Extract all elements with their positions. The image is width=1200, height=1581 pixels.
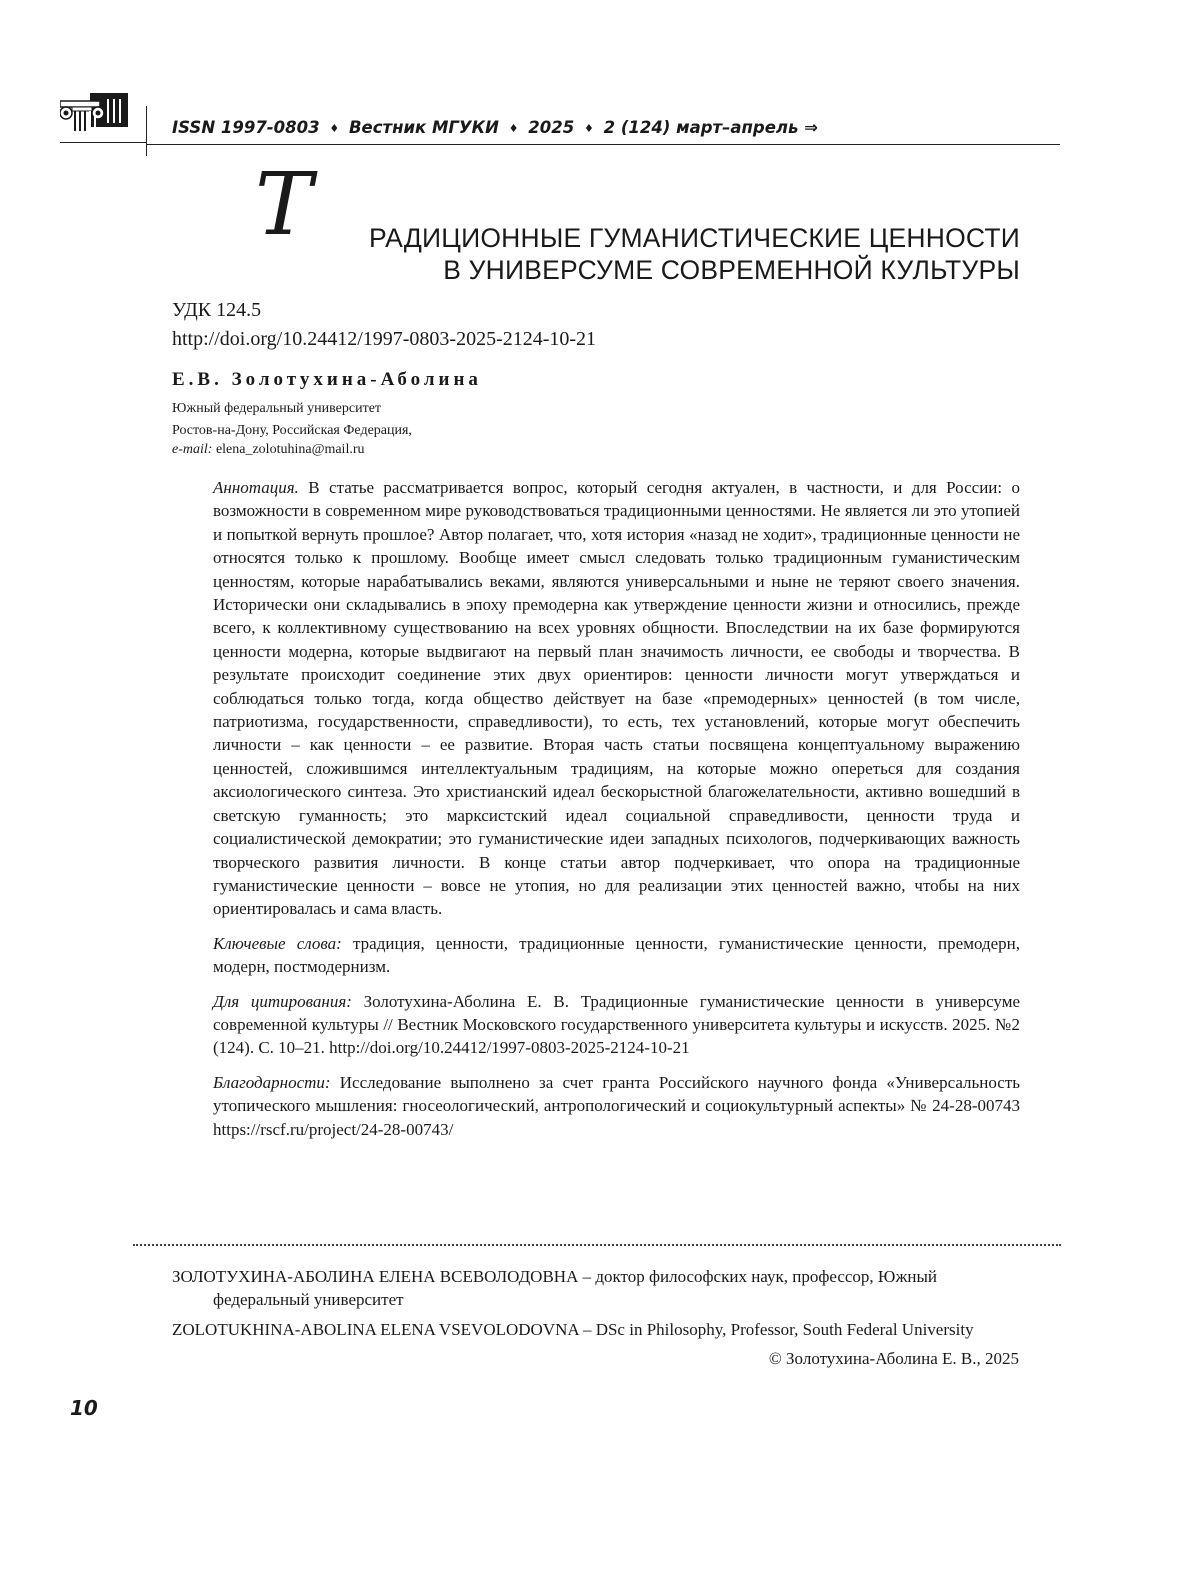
author-bio-ru-line2: федеральный университет — [213, 1290, 404, 1309]
title-line-2: В УНИВЕРСУМЕ СОВРЕМЕННОЙ КУЛЬТУРЫ — [443, 255, 1020, 285]
header-separator: ♦ — [329, 122, 340, 135]
header-year: 2025 — [528, 118, 575, 137]
citation-text: Золотухина-Аболина Е. В. Традиционные гуманистические ценности в универсуме современной культуры // Вестник Московского государственного университета культуры и искусств. 2025. №2 (124). С. 10–21. http://doi.org/10.24412/1997-0803-2025-2124-10-21 — [213, 991, 1021, 1058]
article-title — [255, 155, 1020, 285]
running-header — [172, 118, 818, 137]
author-email-line — [172, 442, 365, 458]
udk-code: УДК 124.5 — [172, 299, 262, 321]
journal-logo-icon — [60, 93, 128, 137]
keywords-label: Ключевые слова: — [213, 933, 342, 953]
author-bio-ru — [172, 1265, 1020, 1311]
header-separator: ♦ — [508, 122, 519, 135]
header-issue: 2 (124) март–апрель ⇒ — [603, 118, 818, 137]
author-affiliation: Южный федеральный университет — [172, 401, 382, 416]
doi-link[interactable]: http://doi.org/10.24412/1997-0803-2025-2124-10-21 — [172, 328, 597, 350]
copyright-notice: © Золотухина-Аболина Е. В., 2025 — [768, 1349, 1019, 1368]
author-location: Ростов-на-Дону, Российская Федерация, — [172, 423, 412, 438]
citation-paragraph — [213, 990, 1020, 1060]
abstract-text: В статье рассматривается вопрос, который сегодня актуален, в частности, и для России: о возможности в современном мире руководствоваться традиционными ценностями. Не является ли это утопией и попыткой вернуть прошлое? Автор полагает, что, хотя история «назад не ходит», традиционные ценности не относятся только к прошлому. Вообще имеет смысл следовать только традиционным гуманистическим ценностям, которые нарабатывались веками, являются универсальными и ныне не теряют своего значения. Исторически они складывались в эпоху премодерна как утверждение ценности жизни и относились, прежде всего, к коллективному существованию на всех уровнях общности. Впоследствии на их базе формируются ценности модерна, которые выдвигают на первый план значимость личности, ее свободы и творчества. В результате происходит соединение этих двух ориентиров: ценности личности могут утверждаться и соблюдаться только тогда, когда общество действует на базе «премодерных» ценностей (в том числе, патриотизма, государственности, справедливости), то есть, тех установлений, которые могут обеспечить личности – как ценности – ее развитие. Вторая часть статьи посвящена концептуальному выражению ценностей, сложившимся интеллектуальным традициям, на которые можно опереться для создания аксиологического синтеза. Это христианский идеал бескорыстной благожелательности, активно вошедший в светскую гуманность; это марксистский идеал социальной справедливости, ценности труда и социалистической демократии; это гуманистические идеи западных психологов, подчеркивающих важность творческого развития личности. В конце статьи автор подчеркивает, что опора на традиционные гуманистические ценности – вовсе не утопия, но для реализации этих ценностей важно, чтобы на них ориентировалась и сама власть. — [213, 478, 1020, 919]
citation-label: Для цитирования: — [213, 991, 352, 1011]
acknowledgements-text: Исследование выполнено за счет гранта Российского научного фонда «Универсальность утопического мышления: гносеологический, антропологический и социокультурный аспекты» № 24-28-00743 https://rscf.ru/project/24-28-00743/ — [213, 1072, 1021, 1139]
abstract-section — [213, 476, 1020, 1152]
author-bio-en: ZOLOTUKHINA-ABOLINA ELENA VSEVOLODOVNA – DSc in Philosophy, Professor, South Federal University — [172, 1320, 974, 1339]
footnote-divider — [133, 1244, 1061, 1246]
header-vertical-rule — [146, 106, 147, 156]
header-issn: ISSN 1997-0803 — [172, 118, 320, 137]
title-line-1: РАДИЦИОННЫЕ ГУМАНИСТИЧЕСКИЕ ЦЕННОСТИ — [369, 223, 1020, 253]
page-number: 10 — [70, 1396, 98, 1420]
header-journal: Вестник МГУКИ — [348, 118, 499, 137]
acknowledgements-label: Благодарности: — [213, 1072, 331, 1092]
title-dropcap: Т — [255, 155, 307, 255]
header-rule-short — [60, 142, 146, 143]
acknowledgements-paragraph — [213, 1071, 1020, 1141]
keywords-paragraph — [213, 932, 1020, 979]
header-separator: ♦ — [583, 122, 594, 135]
email-label: e-mail: — [172, 442, 213, 457]
header-rule — [146, 144, 1060, 145]
abstract-paragraph — [213, 476, 1020, 921]
author-email[interactable]: elena_zolotuhina@mail.ru — [215, 442, 365, 457]
keywords-text: традиция, ценности, традиционные ценности, гуманистические ценности, премодерн, модерн, постмодернизм. — [213, 933, 1021, 977]
author-bio-ru-line1: ЗОЛОТУХИНА-АБОЛИНА ЕЛЕНА ВСЕВОЛОДОВНА – доктор философских наук, профессор, Южный — [172, 1267, 937, 1286]
author-name: Е.В. Золотухина-Аболина — [172, 369, 482, 390]
abstract-label: Аннотация. — [213, 478, 299, 497]
